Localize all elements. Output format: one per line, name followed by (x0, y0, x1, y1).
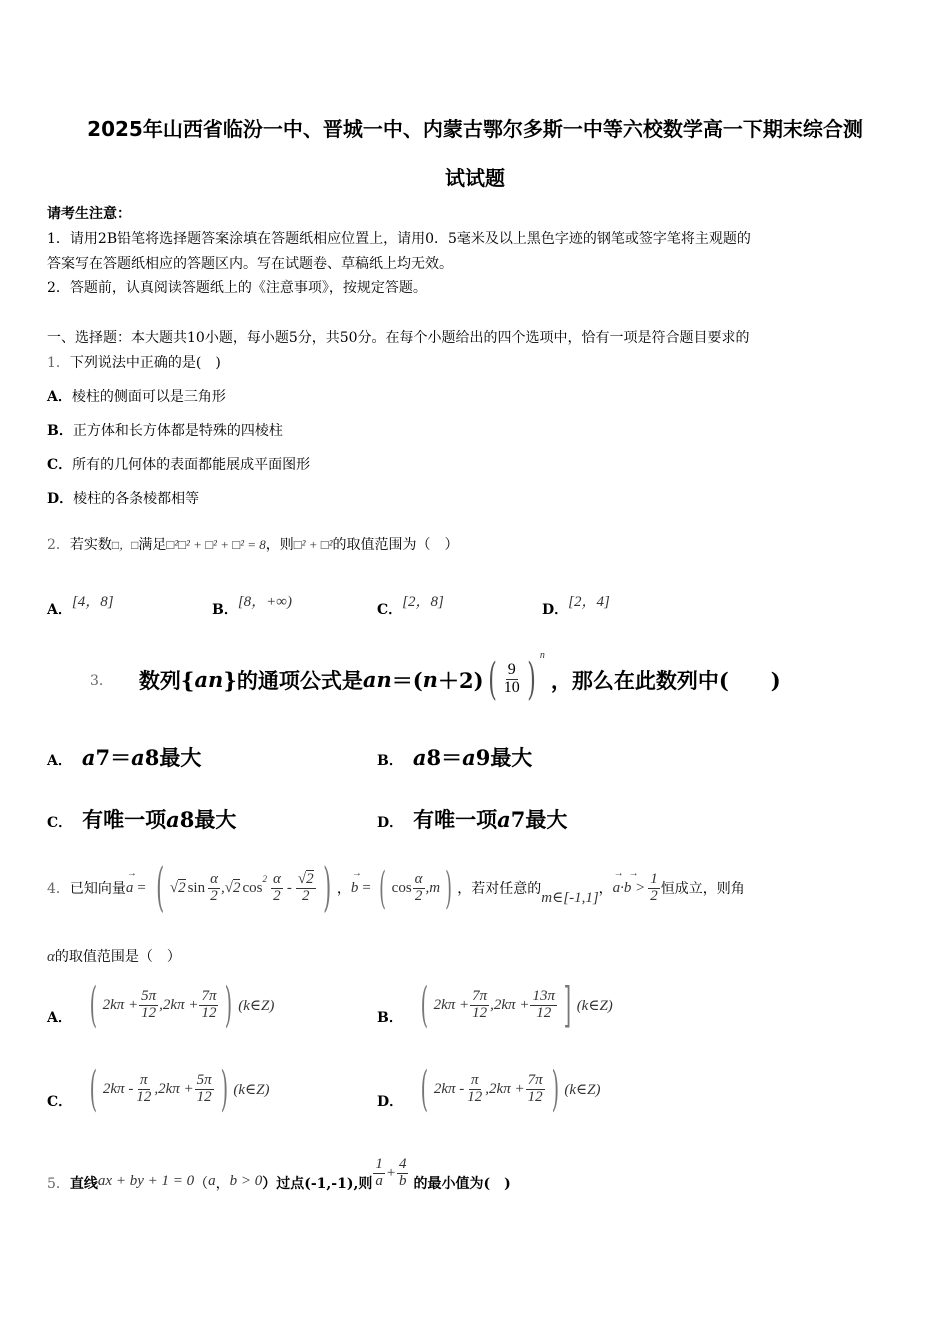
q4-stem-line2 (47, 946, 181, 966)
q3-frac-num: 9 (507, 661, 516, 679)
q4-eq-1: = (136, 879, 147, 896)
q4-c-k: (k∈Z) (233, 1081, 270, 1098)
q2-vars: □，□ (111, 538, 139, 552)
q4-sqrt2-b: √2 (224, 879, 241, 896)
q4-a-frac-l (139, 989, 158, 1022)
q4-fs-n: 2 (306, 870, 314, 887)
q4-fa3-n: α (414, 870, 423, 887)
q3-d-sub: 7 (510, 807, 526, 832)
q3-b-sub1: 8 (426, 745, 442, 770)
q4-b-frac-l-d: 12 (472, 1004, 488, 1021)
q1-b-label: B． (47, 423, 73, 439)
q3-a-var2: a (131, 745, 145, 770)
q4-minus: - (286, 879, 292, 896)
q4-b-frac-r (530, 989, 557, 1022)
q4-a-frac-r (199, 989, 218, 1022)
q5-frac-1 (373, 1157, 385, 1190)
q4-option-a[interactable]: A． ( 2kπ + $\frac{5\pi}{12}$ , 2kπ + $\frac{7\pi}{12}$ ) (k∈Z) (47, 977, 275, 1033)
q4-b-right: 2kπ + (493, 996, 530, 1013)
q5-text-3: ， (215, 1176, 230, 1192)
q2-option-c[interactable] (377, 590, 444, 618)
q4-alpha-var: α (47, 949, 55, 965)
q1-d-text: 棱柱的各条棱都相等 (73, 491, 200, 507)
q5-text-2: （ (194, 1176, 209, 1192)
q4-d-label: D． (377, 1094, 404, 1110)
q2-text-2: 满足 (138, 537, 167, 553)
q5-f2-d: b (398, 1172, 407, 1189)
q4-c-left: 2kπ - (102, 1080, 134, 1097)
q4-c-frac-l-d: 12 (136, 1088, 152, 1105)
q3-a-text: 最大 (159, 745, 202, 770)
q3-b-var2: a (462, 745, 476, 770)
q3-a-var1: a (81, 745, 96, 770)
q2-b-value: [8，+∞) (237, 594, 292, 610)
q3-c-sub: 8 (179, 807, 195, 832)
q4-frac-alpha-2 (271, 872, 283, 905)
q4-cos-exp: 2 (262, 874, 267, 884)
q4-option-c[interactable]: C． ( 2kπ - $\frac{\pi}{12}$ , 2kπ + $\frac{5\pi}{12}$ ) (k∈Z) (47, 1061, 270, 1117)
q1-option-d[interactable] (47, 488, 199, 508)
q1-c-text: 所有的几何体的表面都能展成平面图形 (72, 457, 311, 473)
q4-text-1: 已知向量 (69, 881, 126, 897)
q2-condition: □²□² + □² + □² = 8 (166, 537, 266, 552)
q3-c-pre: 有唯一项 (82, 807, 167, 832)
q4-c-right: 2kπ + (158, 1080, 194, 1097)
q5-frac-2 (397, 1157, 409, 1190)
q4-d-frac-r (526, 1073, 545, 1106)
q4-number: 4． (47, 881, 70, 897)
q3-a-sub1: 7 (95, 745, 111, 770)
q3-b-var1: a (412, 745, 427, 770)
q5-text-1: 直线 (69, 1176, 98, 1192)
q3-d-pre: 有唯一项 (413, 807, 498, 832)
q5-a: a (208, 1172, 216, 1189)
q4-eq-2: = (361, 879, 372, 896)
q4-d-frac-l (465, 1073, 484, 1106)
q4-d-frac-l-d: 12 (467, 1088, 483, 1105)
q1-option-a[interactable] (47, 386, 226, 406)
notice-item-2: 2．答题前，认真阅读答题纸上的《注意事项》，按规定答题。 (47, 280, 427, 296)
q2-b-label: B． (212, 602, 238, 618)
q4-half-d: 2 (650, 887, 658, 904)
q3-b-text: 最大 (490, 745, 533, 770)
q2-text-1: 若实数 (69, 537, 112, 553)
q4-stem: 4． 已知向量 → a = ( √2 sin $\frac{\alpha}{2}$ , √2 cos $^2$ $\frac{\alpha}{2}$ - $\frac{√2}{2}$ ) ， → b = ( cos $\frac{\alpha}{2}$ , m ) ，若对任意的 m∈[-1,1] ， → → a·b > $\frac{1}{2}$ 恒成立，则角 (47, 858, 745, 918)
q1-option-c[interactable] (47, 454, 310, 474)
q4-d-right: 2kπ + (489, 1080, 525, 1097)
q4-fa1-n: α (210, 870, 218, 887)
q4-c-frac-l (134, 1073, 153, 1106)
q2-d-value: [2，4] (568, 594, 610, 610)
q4-dot: → → a·b > (612, 867, 646, 896)
q3-exponent: n (539, 650, 545, 661)
q2-option-a[interactable] (47, 590, 114, 618)
q3-stem (90, 650, 781, 705)
q4-d-frac-r-n: 7π (527, 1071, 543, 1088)
q4-d-left: 2kπ - (433, 1080, 465, 1097)
q1-text: 下列说法中正确的是( ) (69, 355, 221, 371)
q3-c-label: C． (47, 815, 73, 831)
q4-a-left: 2kπ + (102, 996, 139, 1013)
q5-b: b > 0 (229, 1172, 263, 1189)
q4-fa2-n: α (272, 870, 281, 887)
q4-a-right: 2kπ + (162, 996, 199, 1013)
q4-sqrt2-a-val: 2 (178, 879, 186, 896)
q4-d-frac-l-n: π (471, 1071, 479, 1088)
q3-right-paren: ) (526, 654, 536, 705)
q4-b-frac-r-d: 12 (536, 1004, 552, 1021)
page-title: 2025年山西省临汾一中、晋城一中、内蒙古鄂尔多斯一中等六校数学高一下期末综合测 (87, 117, 863, 141)
q4-text-4: ， (598, 881, 613, 897)
q3-option-c[interactable] (47, 804, 236, 834)
q4-a-label: A． (47, 1010, 72, 1026)
q4-sin: sin (187, 879, 206, 896)
page-title-line2: 试试题 (445, 166, 505, 190)
q4-half (648, 872, 660, 905)
q3-n-sub-2: n (376, 667, 392, 692)
q4-text-3: ，若对任意的 (457, 881, 542, 897)
q4-frac-alpha-3 (413, 872, 425, 905)
notice-item-1b: 答案写在答题纸相应的答题区内。写在试题卷、草稿纸上均无效。 (47, 256, 453, 272)
q4-range: m∈[-1,1] (541, 889, 599, 906)
q3-d-label: D． (377, 815, 404, 831)
q4-vec-a-letter: a (125, 879, 134, 896)
q4-a-frac-r-d: 12 (201, 1004, 217, 1021)
notice-item-1a: 1．请用2B铅笔将选择题答案涂填在答题纸相应位置上，请用0．5毫米及以上黑色字迹的钢笔或签字笔将主观题的 (47, 231, 751, 247)
q4-vec-b-letter: b (350, 879, 359, 896)
q4-b-left: 2kπ + (433, 996, 470, 1013)
q3-a-2: a (362, 667, 377, 692)
q2-expression: □² + □² (293, 537, 333, 552)
q4-line2-text: 的取值范围是（ ） (54, 949, 181, 965)
q4-fa2-d: 2 (273, 887, 281, 904)
q4-b-frac-r-n: 13π (532, 987, 555, 1004)
q4-b-label: B． (377, 1010, 403, 1026)
q4-sqrt2-b-val: 2 (232, 879, 241, 896)
q5-number: 5． (47, 1176, 70, 1192)
q5-f1-d: a (375, 1172, 383, 1189)
q4-c-frac-r-d: 12 (196, 1088, 212, 1105)
q4-vec-a: → a (125, 867, 137, 896)
q3-text-1: 数列{ (138, 667, 195, 693)
q4-sqrt2-a: √2 (169, 879, 186, 896)
q3-b-label: B． (377, 753, 403, 769)
q3-c-var: a (166, 807, 180, 832)
q1-option-b[interactable] (47, 420, 283, 440)
q4-d-frac-r-d: 12 (527, 1088, 543, 1105)
q5-text-5: 的最小值为( ) (413, 1176, 511, 1192)
q3-d-var: a (497, 807, 511, 832)
q3-n: n (422, 667, 438, 692)
q2-option-d[interactable] (542, 590, 610, 618)
q3-fraction (502, 662, 522, 697)
q4-a-frac-l-d: 12 (141, 1004, 157, 1021)
q3-d-text: 最大 (525, 807, 568, 832)
q3-c-text: 最大 (194, 807, 237, 832)
q2-number: 2． (47, 537, 70, 553)
q2-text-3: ，则 (265, 537, 294, 553)
q4-a-k: (k∈Z) (238, 997, 275, 1014)
q1-stem (47, 352, 221, 372)
q5-text-4: ）过点(-1,-1),则 (262, 1176, 373, 1192)
q4-fa1-d: 2 (210, 887, 218, 904)
q5-stem (47, 1148, 511, 1198)
q1-number: 1． (47, 355, 70, 371)
q3-text-5: ，那么在此数列中( ) (550, 667, 781, 693)
q1-c-label: C． (47, 457, 73, 473)
q4-c-frac-r-n: 5π (196, 1071, 212, 1088)
q1-a-text: 棱柱的侧面可以是三角形 (71, 389, 226, 405)
q3-text-3: ＝( (391, 667, 423, 693)
q4-c-frac-l-n: π (140, 1071, 148, 1088)
q4-fs-d: 2 (301, 887, 310, 904)
q1-d-label: D． (47, 491, 74, 507)
q4-cos: cos (242, 879, 263, 896)
q3-option-a[interactable]: A． a 7 ＝ a 8 最大 (47, 742, 201, 772)
q3-text-4: ＋2) (437, 667, 484, 693)
q3-frac-den: 10 (503, 679, 520, 696)
q4-option-b[interactable]: B． ( 2kπ + $\frac{7\pi}{12}$ , 2kπ + $\frac{13\pi}{12}$ ] (k∈Z) (377, 977, 613, 1033)
q2-text-4: 的取值范围为（ ） (332, 537, 459, 553)
q2-a-value: [4，8] (71, 594, 114, 610)
q4-option-d[interactable]: D． ( 2kπ - $\frac{\pi}{12}$ , 2kπ + $\frac{7\pi}{12}$ ) (k∈Z) (377, 1061, 601, 1117)
q4-a-frac-l-n: 5π (141, 987, 157, 1004)
q2-stem (47, 534, 459, 554)
q5-f1-n: 1 (375, 1155, 383, 1172)
q4-a-frac-r-n: 7π (201, 987, 217, 1004)
q2-d-label: D． (542, 602, 569, 618)
q3-option-b[interactable]: B． a 8 ＝ a 9 最大 (377, 742, 532, 772)
q4-frac-alpha-1 (208, 872, 220, 905)
q3-b-sub2: 9 (475, 745, 491, 770)
q4-c-label: C． (47, 1094, 73, 1110)
q5-f2-n: 4 (398, 1155, 407, 1172)
q3-a-sub2: 8 (144, 745, 160, 770)
q2-option-b[interactable] (212, 590, 292, 618)
q4-text-5: 恒成立，则角 (660, 881, 745, 897)
q1-a-label: A． (47, 389, 72, 405)
q4-b-k: (k∈Z) (576, 997, 613, 1014)
q4-fa3-d: 2 (414, 887, 423, 904)
q4-dot-text: a·b > (612, 879, 646, 896)
q3-left-paren: ( (487, 654, 497, 705)
q3-a: a (194, 667, 209, 692)
q5-line-eq: ax + by + 1 = 0 (97, 1172, 195, 1189)
q2-c-label: C． (377, 602, 403, 618)
q4-text-2: ， (336, 881, 351, 897)
section-heading: 一、选择题：本大题共10小题，每小题5分，共50分。在每个小题给出的四个选项中，恰有一项是符合题目要求的 (47, 330, 750, 346)
q3-option-d[interactable] (377, 804, 567, 834)
q4-b-frac-l (470, 989, 489, 1022)
q4-frac-sqrt: $\frac{√2}{2}$ (297, 870, 314, 904)
q4-m: m (429, 879, 441, 896)
q1-b-text: 正方体和长方体都是特殊的四棱柱 (72, 423, 283, 439)
q4-c-frac-r (195, 1073, 214, 1106)
q2-c-value: [2，8] (402, 594, 444, 610)
q5-plus: + (385, 1164, 396, 1181)
q3-text-2: }的通项公式是 (223, 667, 363, 693)
q2-a-label: A． (47, 602, 72, 618)
q3-n-sub: n (208, 667, 224, 692)
q3-number: 3． (90, 672, 113, 689)
q4-d-k: (k∈Z) (564, 1081, 601, 1098)
q4-vec-b: → b (350, 867, 362, 896)
notice-heading: 请考生注意： (47, 206, 131, 222)
q3-a-label: A． (47, 753, 72, 769)
q4-b-frac-l-n: 7π (472, 987, 488, 1004)
q4-half-n: 1 (650, 870, 658, 887)
q4-cos-2: cos (391, 879, 412, 896)
